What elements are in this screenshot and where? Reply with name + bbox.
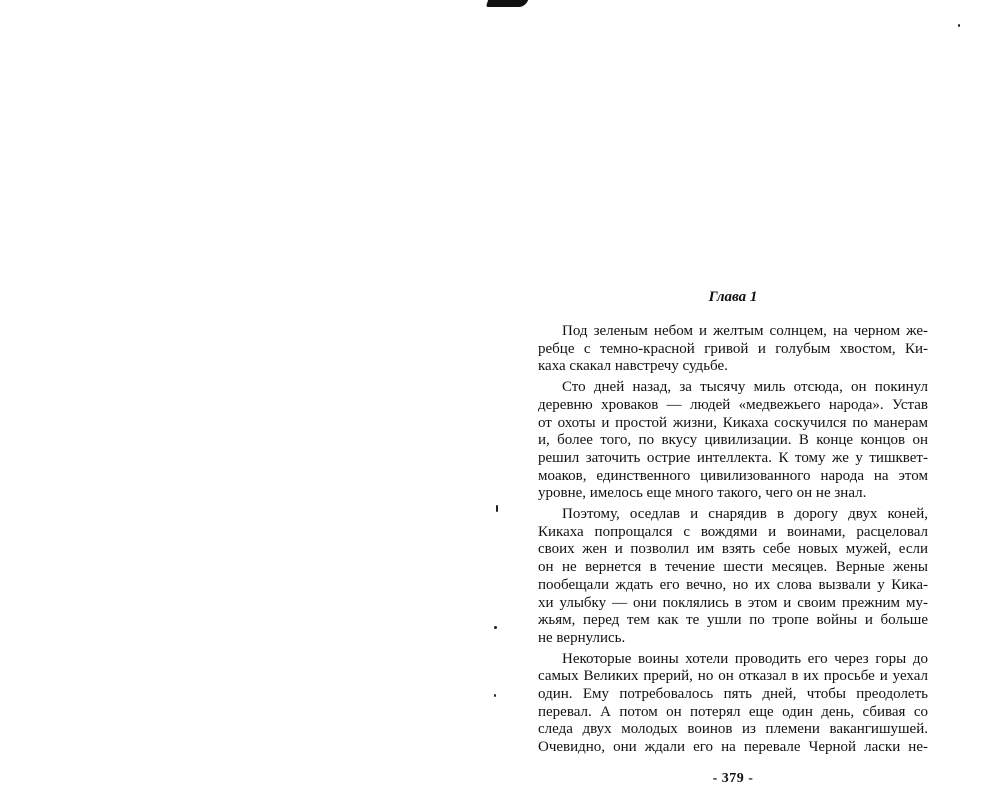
- paragraph: [538, 506, 928, 648]
- chapter-title: Глава 1: [708, 289, 758, 305]
- text-line: решил заточить острие интеллекта. К тому же у тишквет-: [538, 449, 928, 466]
- text-line: Сто дней назад, за тысячу миль отсюда, он покинул: [562, 379, 928, 396]
- scan-artifact-mark: [486, 0, 528, 7]
- text-column: [538, 288, 928, 787]
- scan-speck: [494, 626, 497, 629]
- text-line: перевал. А потом он потерял еще один день, сбивая со: [538, 703, 928, 720]
- paragraph: [538, 323, 928, 376]
- text-line: один. Ему потребовалось пять дней, чтобы преодолеть: [538, 686, 928, 703]
- text-line: Некоторые воины хотели проводить его через горы до: [562, 650, 928, 667]
- paragraph: [538, 651, 928, 757]
- text-line: Кикаха попрощался с вождями и воинами, расцеловал: [538, 523, 928, 540]
- text-line: Поэтому, оседлав и снарядив в дорогу двух коней,: [562, 506, 928, 523]
- text-line: Очевидно, они ждали его на перевале Черной ласки не-: [538, 739, 928, 756]
- text-line: и, более того, по вкусу цивилизации. В конце концов он: [538, 432, 928, 449]
- text-line: своих жен и позволил им взять себе новых мужей, если: [538, 541, 928, 558]
- text-line: самых Великих прерий, но он отказал в их просьбе и уехал: [538, 668, 928, 685]
- text-line: от охоты и простой жизни, Кикаха соскучился по манерам: [538, 414, 928, 431]
- text-line: он не вернется в течение шести месяцев. Верные жены: [538, 559, 928, 576]
- text-line: не вернулись.: [538, 629, 626, 646]
- scan-speck: [494, 694, 496, 697]
- text-line: уровне, имелось еще много такого, чего он не знал.: [538, 485, 867, 502]
- paragraph: [538, 379, 928, 503]
- text-line: деревню хроваков — людей «медвежьего народа». Устав: [538, 396, 928, 413]
- page-number: - 379 -: [712, 770, 754, 786]
- text-line: пообещали ждать его вечно, но их слова вызвали у Кика-: [538, 576, 928, 593]
- text-line: хи улыбку — они поклялись в этом и своим прежним му-: [538, 594, 928, 611]
- text-line: ребце с темно-красной гривой и голубым хвостом, Ки-: [538, 340, 928, 357]
- text-line: следа двух молодых воинов из племени вакангишушей.: [538, 721, 928, 738]
- text-line: моаков, единственного цивилизованного народа на этом: [538, 467, 928, 484]
- scan-speck: [496, 505, 498, 512]
- text-line: каха скакал навстречу судьбе.: [538, 358, 728, 375]
- scan-speck: [958, 24, 960, 27]
- text-line: жьям, перед тем как те ушли по тропе войны и больше: [538, 612, 928, 629]
- text-line: Под зеленым небом и желтым солнцем, на черном же-: [562, 323, 928, 339]
